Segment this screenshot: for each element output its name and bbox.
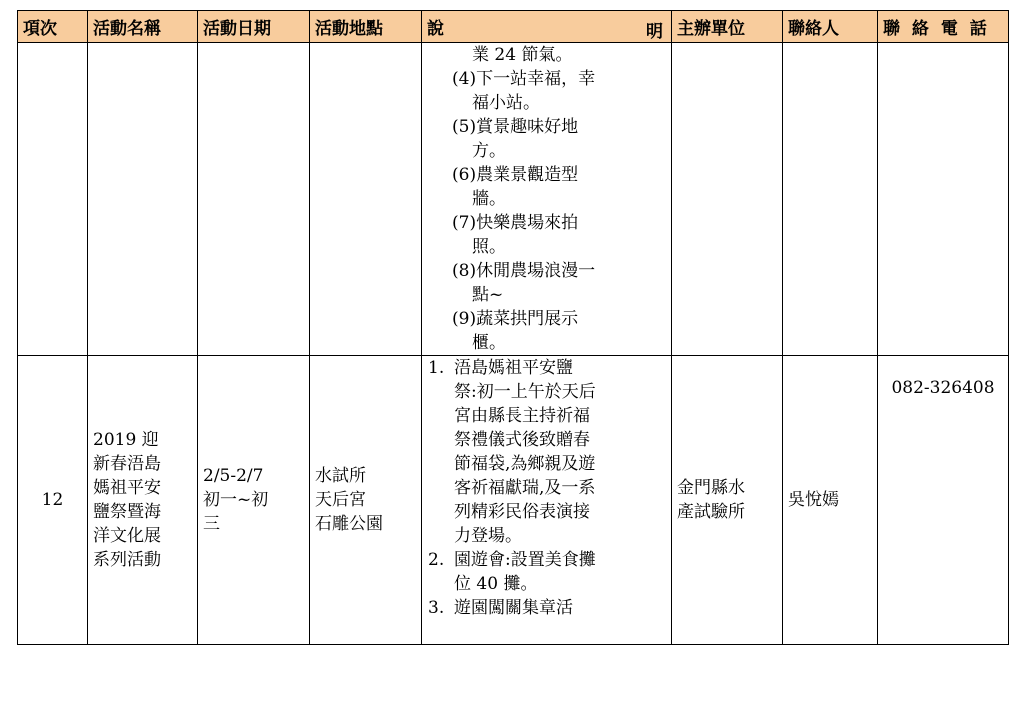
organizer-line: 金門縣水 xyxy=(677,478,745,498)
header-date: 活動日期 xyxy=(198,11,310,43)
header-description xyxy=(422,11,672,43)
activity-table xyxy=(17,10,1009,645)
list-item xyxy=(428,548,667,596)
description-item xyxy=(452,115,671,163)
date-line: 初一~初 xyxy=(203,490,269,510)
description-line: 蔬菜拱門展示 xyxy=(476,309,579,329)
cell-place xyxy=(310,356,422,645)
description-line: 下一站幸福，幸 xyxy=(476,69,596,89)
header-phone: 聯 絡 電 話 xyxy=(878,11,1009,43)
table-row-continued xyxy=(18,43,1009,356)
description-line: 牆。 xyxy=(472,189,506,209)
header-no: 項次 xyxy=(18,11,88,43)
item-prefix: (7) xyxy=(452,213,477,233)
description-line: 業 24 節氣。 xyxy=(472,45,573,65)
item-prefix: (4) xyxy=(452,69,477,89)
cell-organizer xyxy=(672,356,783,645)
date-line: 2/5-2/7 xyxy=(203,466,264,486)
description-item xyxy=(452,67,671,115)
place-line: 水試所 xyxy=(315,466,366,486)
description-line: 福小站。 xyxy=(472,93,540,113)
description-line: 賞景趣味好地 xyxy=(476,117,579,137)
header-description-left: 說 xyxy=(427,19,444,39)
description-list xyxy=(422,356,671,620)
item-line: 客祈福獻瑞,及一系 xyxy=(454,478,596,498)
place-line: 天后宮 xyxy=(315,490,366,510)
item-line: 浯島媽祖平安鹽 xyxy=(454,358,573,378)
name-line: 2019 迎 xyxy=(93,430,159,450)
header-organizer: 主辦單位 xyxy=(672,11,783,43)
date-line: 三 xyxy=(203,514,220,534)
description-line: 休閒農場浪漫一 xyxy=(476,261,596,281)
description-line: 方。 xyxy=(472,141,506,161)
item-line: 宮由縣長主持祈福 xyxy=(454,406,590,426)
item-prefix: (6) xyxy=(452,165,477,185)
cell-date xyxy=(198,356,310,645)
description-line: 點~ xyxy=(472,285,504,305)
description-line: 照。 xyxy=(472,237,506,257)
description-line: 櫃。 xyxy=(472,333,506,353)
description-list xyxy=(422,43,671,355)
cell-place xyxy=(310,43,422,356)
item-line: 園遊會:設置美食攤 xyxy=(454,550,596,570)
cell-contact xyxy=(783,43,878,356)
description-item xyxy=(452,211,671,259)
cell-organizer xyxy=(672,43,783,356)
header-description-right: 明 xyxy=(646,22,663,42)
description-item xyxy=(452,163,671,211)
description-item xyxy=(452,307,671,355)
description-line: 快樂農場來拍 xyxy=(476,213,579,233)
header-row xyxy=(18,11,1009,43)
cell-no: 12 xyxy=(18,356,88,645)
item-number: 1. xyxy=(428,358,445,378)
name-line: 鹽祭暨海 xyxy=(93,502,161,522)
item-prefix: (5) xyxy=(452,117,477,137)
item-prefix: (8) xyxy=(452,261,477,281)
description-line: 農業景觀造型 xyxy=(476,165,579,185)
cell-phone: 082-326408 xyxy=(878,356,1009,645)
cell-name xyxy=(88,356,198,645)
item-line: 祭禮儀式後致贈春 xyxy=(454,430,590,450)
cell-contact: 吳悅嫣 xyxy=(783,356,878,645)
cell-description xyxy=(422,356,672,645)
header-name: 活動名稱 xyxy=(88,11,198,43)
item-line: 祭:初一上午於天后 xyxy=(454,382,596,402)
name-line: 洋文化展 xyxy=(93,526,161,546)
item-line: 位 40 攤。 xyxy=(454,574,538,594)
cell-name xyxy=(88,43,198,356)
name-line: 系列活動 xyxy=(93,550,161,570)
item-line: 列精彩民俗表演接 xyxy=(454,502,590,522)
cell-no xyxy=(18,43,88,356)
description-item xyxy=(452,43,671,67)
item-prefix: (9) xyxy=(452,309,477,329)
table-row-12 xyxy=(18,356,1009,645)
item-number: 2. xyxy=(428,550,445,570)
item-number: 3. xyxy=(428,598,445,618)
header-place: 活動地點 xyxy=(310,11,422,43)
cell-description xyxy=(422,43,672,356)
list-item xyxy=(428,596,667,620)
list-item xyxy=(428,356,667,548)
cell-date xyxy=(198,43,310,356)
name-line: 新春浯島 xyxy=(93,454,161,474)
name-line: 媽祖平安 xyxy=(93,478,161,498)
place-line: 石雕公園 xyxy=(315,514,383,534)
description-item xyxy=(452,259,671,307)
cell-phone xyxy=(878,43,1009,356)
item-line: 力登場。 xyxy=(454,526,522,546)
header-contact: 聯絡人 xyxy=(783,11,878,43)
organizer-line: 產試驗所 xyxy=(677,502,745,522)
item-line: 遊園闖關集章活 xyxy=(454,598,573,618)
item-line: 節福袋,為鄉親及遊 xyxy=(454,454,596,474)
